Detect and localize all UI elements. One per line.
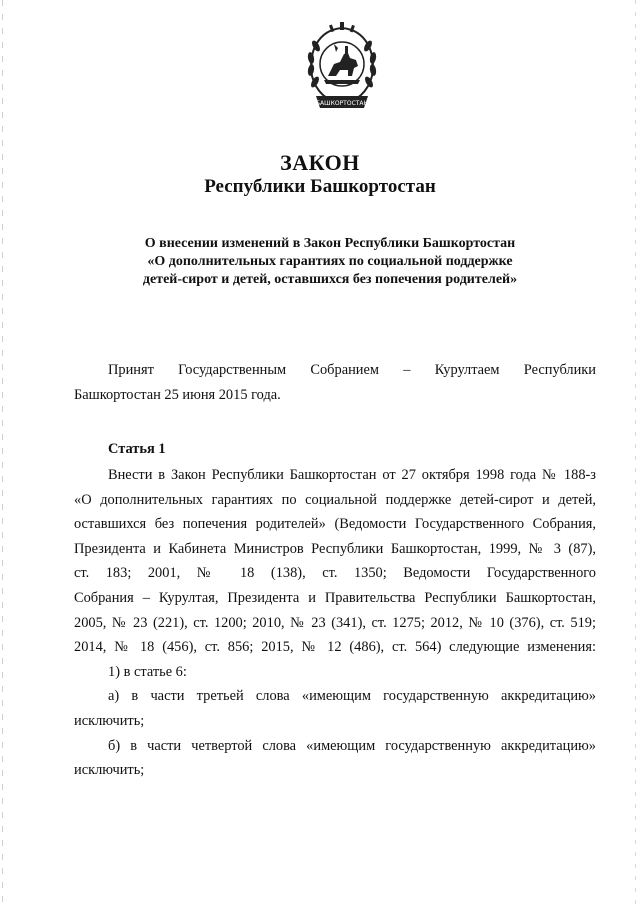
article-line: а) в части третьей слова «имеющим государственную аккредитацию» bbox=[108, 688, 596, 705]
article-line: 2005, № 23 (221), ст. 1200; 2010, № 23 (341), ст. 1275; 2012, № 10 (376), ст. 519; bbox=[74, 614, 596, 631]
scan-edge-left bbox=[2, 0, 3, 905]
subject-line: О внесении изменений в Закон Республики Башкортостан bbox=[144, 236, 516, 251]
emblem-ribbon-text: БАШКОРТОСТАН bbox=[315, 100, 369, 107]
article-body bbox=[74, 463, 596, 783]
scan-edge-right bbox=[635, 0, 636, 905]
article-heading: Статья 1 bbox=[108, 441, 166, 457]
article-line: Президента и Кабинета Министров Республики Башкортостан, 1999, № 3 (87), bbox=[74, 540, 596, 557]
bashkortostan-coat-of-arms-icon bbox=[300, 20, 384, 116]
subject-line: детей-сирот и детей, оставшихся без попечения родителей» bbox=[142, 272, 518, 287]
article-line: б) в части четвертой слова «имеющим государственную аккредитацию» bbox=[108, 737, 596, 754]
law-subject bbox=[120, 235, 540, 289]
article-line: Внести в Закон Республики Башкортостан от 27 октября 1998 года № 188-з bbox=[108, 467, 596, 483]
law-subtitle: Республики Башкортостан bbox=[204, 176, 436, 197]
adoption-line: Башкортостан 25 июня 2015 года. bbox=[74, 386, 281, 403]
article-line: оставшихся без попечения родителей» (Ведомости Государственного Собрания, bbox=[74, 516, 596, 533]
article-line: Собрания – Курултая, Президента и Правительства Республики Башкортостан, bbox=[74, 589, 596, 606]
article-line: «О дополнительных гарантиях по социальной поддержке детей-сирот и детей, bbox=[74, 491, 596, 508]
article-line: 1) в статье 6: bbox=[108, 663, 187, 680]
adoption-line: Принят Государственным Собранием – Курултаем Республики bbox=[108, 362, 596, 378]
adoption-statement bbox=[74, 358, 596, 407]
article-line: 2014, № 18 (456), ст. 856; 2015, № 12 (486), ст. 564) следующие изменения: bbox=[74, 639, 596, 656]
article-line: ст. 183; 2001, № 18 (138), ст. 1350; Ведомости Государственного bbox=[74, 565, 596, 582]
law-title: ЗАКОН bbox=[280, 150, 360, 175]
subject-line: «О дополнительных гарантиях по социальной поддержке bbox=[147, 254, 513, 269]
article-line: исключить; bbox=[74, 762, 145, 779]
article-line: исключить; bbox=[74, 712, 145, 729]
